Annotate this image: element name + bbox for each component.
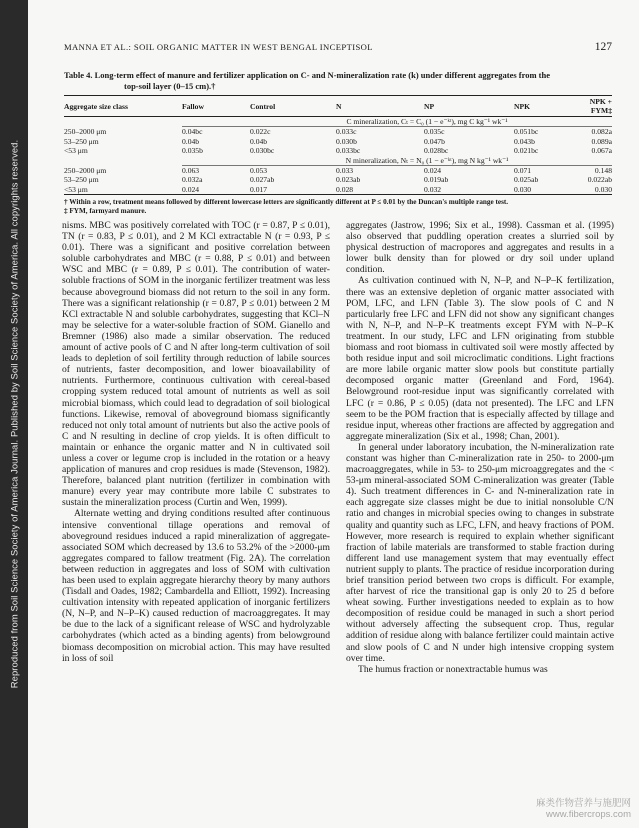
header-npk: NPK [514,96,576,117]
watermark-line-1: 麻类作物营养与施肥网 [535,798,631,809]
table-footnotes [64,198,612,216]
table-cell: 250–2000 μm [64,127,107,137]
table-cell: 0.04bc [182,127,203,137]
running-head-title: MANNA ET AL.: SOIL ORGANIC MATTER IN WEST BENGAL INCEPTISOL [64,42,373,52]
table-cell: 0.148 [594,166,612,176]
table-4 [64,70,612,216]
table-row [64,175,612,184]
table-caption [64,70,612,91]
table-cell: 0.030 [514,185,576,195]
table-caption-tail: top-soil layer (0–15 cm).† [124,80,216,91]
table-cell: 0.035c [424,127,445,137]
table-row [64,137,612,146]
table-cell: 0.024 [182,185,250,195]
table-cell: 0.04b [182,136,200,146]
header-n: N [336,96,424,117]
table-cell: 0.04b [250,136,268,146]
table-cell: 0.033 [336,166,354,176]
table-cell: 0.017 [250,185,336,195]
running-head [64,41,612,53]
table-cell: 0.043b [514,136,535,146]
table-cell: 53–250 μm [64,175,99,185]
header-npk-fym: NPK + FYM‡ [576,96,612,117]
section-c-mineralization: C mineralization, Cₜ = C₀ (1 − e⁻ᵏᵗ), mg C kg⁻¹ wk⁻¹ [182,117,612,127]
header-np: NP [424,96,514,117]
table-cell: 0.027ab [250,175,275,185]
table-cell: 0.022ab [587,175,612,185]
body-column-right [346,220,614,675]
table-cell: 0.025ab [514,175,539,185]
table-cell: 250–2000 μm [64,165,107,175]
watermark-line-2: www.fibercrops.com [546,809,631,820]
site-watermark [536,798,631,820]
section-row-c [64,117,612,127]
table-cell: 0.032 [424,185,514,195]
table-cell: <53 μm [64,146,88,156]
paragraph: In general under laboratory incubation, the N-mineralization rate constant was higher than C-mineralization rate in 250- to 2000-μm macroaggregates, while in 53- to 250-μm microaggregates and the < 53-μm mineral-associated SOM C-mineralization was greater (Table 4). Such treatment differences in C- and N-mineralization rate in each aggregate size classes might be due to initial nonsoluble C/N ratio and changes in microbial species owing to changes in substrate quality and quantity such as LFC, LFN, and heavy fractions of POM. However, more research is required to explain whether significant fraction of labile materials are transformed to stable fraction during different land use management system that may eventually effect nutrient supply to plants. The practice of residue incorporation during brief transition period between two crops is difficult. For example, after harvest of rice the transitional gap is only 20 to 25 d before wheat sowing. Further investigations needed to explain as to how decomposition of residue could be managed in such a short period without adversely affecting the subsequent crop. Thus, regular addition of residue along with balance fertilizer could maintain active and slow pools of C and N under high intensive cropping system over time. [346,441,614,664]
table-cell: 0.033bc [336,146,361,156]
table-cell: 0.053 [250,166,268,176]
table-cell: 0.035b [182,146,203,156]
table-cell: 0.021bc [514,146,539,156]
table-cell: 0.067a [591,146,612,156]
table-row [64,127,612,137]
table-cell: 0.023ab [336,175,361,185]
table-cell: 0.030bc [250,146,275,156]
page-number: 127 [594,41,612,53]
table-cell: 0.022c [250,127,271,137]
table-cell: 0.051bc [514,127,539,137]
section-n-mineralization: N mineralization, Nₜ = N₀ (1 − e⁻ᵏᵗ), mg N kg⁻¹ wk⁻¹ [182,156,612,166]
table-cell: 53–250 μm [64,136,99,146]
copyright-notice: Reproduced from Soil Science Society of America Journal. Published by Soil Science Society of America. All copyrights reserved. [8,139,20,689]
table-footnote-fym: ‡ FYM, farmyard manure. [64,207,147,216]
header-fallow: Fallow [182,96,250,117]
body-column-left [62,220,330,664]
table-row [64,166,612,176]
table-cell: 0.028bc [424,146,449,156]
table-cell: 0.019ab [424,175,449,185]
table-header-row [64,96,612,117]
paragraph: nisms. MBC was positively correlated with TOC (r = 0.87, P ≤ 0.01), TN (r = 0.83, P ≤ 0.01), and 2 M KCl extractable N (r = 0.93, P ≤ 0.01). There was a significant and positive correlation between soluble carbohydrates and MBC (r = 0.88, P ≤ 0.01) and between WSC and MBC (r = 0.89, P ≤ 0.01). The contribution of water-soluble fractions of SOM in the inorganic fertilizer treatment was less because aboveground biomass did not return to the soil in any form. There was a significant relationship (r = 0.87, P ≤ 0.01) between 2 M KCl extractable N and soluble carbohydrates, suggesting that KCl–N may be selective for a water-soluble fraction of SOM. Gianello and Bremner (1986) also made a similar observation. The reduced amount of active pools of C and N after long-term cultivation of soil leads to depletion of soil fertility through reduction of labile sources of nutrients, faster decomposition, and lower bioavailability of nutrients. Furthermore, continuous cultivation with cereal-based cropping system reduced total amount of nutrients as well as soil microbial biomass, which could lead to degradation of soil biological functions. Likewise, removal of aboveground biomass significantly reduced not only total amount of nutrients but also the active pools of C and N resulting in decline of crop yields. It is often difficult to maintain or enhance the organic matter and N in cultivated soil unless a cover or legume crop is included in the rotation or a heavy application of manures and crop residues is made (Stevenson, 1982). Therefore, balanced plant nutrition (fertilizer in combination with manure) every year may contribute more labile C substrates to sustain the mineralization process (Curtin and Wen, 1999). [62,220,330,509]
header-aggregate-size: Aggregate size class [64,96,182,117]
paragraph: The humus fraction or nonextractable humus was [358,663,548,675]
table-cell: 0.028 [336,185,424,195]
table-cell: 0.024 [424,166,442,176]
table-cell: 0.089a [591,136,612,146]
section-row-n [64,156,612,166]
table-cell: 0.071 [514,166,532,176]
table-cell: 0.033c [336,127,357,137]
table-cell: <53 μm [64,185,182,195]
table-row [64,146,612,155]
table-cell: 0.032a [182,175,203,185]
table-cell: 0.030b [336,136,357,146]
table-footnote-significance: † Within a row, treatment means followed by different lowercase letters are significantly different at P ≤ 0.01 by the Duncan's multiple range test. [64,198,509,207]
table-caption-lead: Table 4. Long-term effect of manure and fertilizer application on C- and N-mineralization rate (k) under different aggregates from the [64,70,551,80]
table-cell: 0.082a [591,127,612,137]
mineralization-table [64,95,612,195]
table-row [64,185,612,195]
table-cell: 0.063 [182,166,200,176]
table-cell: 0.030 [576,185,612,195]
copyright-strip [0,0,28,828]
paragraph: As cultivation continued with N, N–P, and N–P–K fertilization, there was an extensive depletion of organic matter associated with POM, LFC, and LFN (Table 3). The slow pools of C and N particularly free LFC and LFN did not show any significant changes with N, N–P, and N–P–K treatments except FYM with N–P–K treatment. In our study, LFC and LFN originating from stubble biomass and root biomass in cultivated soil were mostly affected by both residue input and soil microclimatic conditions. Light fractions are more labile organic matter slow pools but constitute partially decomposed organic matter (Greenland and Ford, 1964). Belowground root-residue input was significantly correlated with LFC (r = 0.86, P ≤ 0.05) (data not presented). The LFC and LFN seem to be the POM fraction that is especially affected by tillage and residue input, whereas other fractions are affected by aggregation and aggregate mineralization (Six et al., 1998; Chan, 2001). [346,275,614,442]
table-cell: 0.047b [424,136,445,146]
header-control: Control [250,96,336,117]
paragraph: Alternate wetting and drying conditions resulted after continuous intensive conventional tillage operations and removal of aboveground residues induced a rapid mineralization of aggregate-associated SOM which decreased by 13.6 to 53.2% of the >2000-μm aggregates compared to fallow treatment (Fig. 2A). The correlation between reduction in aggregates and loss of SOM with cultivation has been used to explain aggregate hierarchy theory by many authors (Tisdall and Oades, 1982; Cambardella and Elliott, 1992). Increasing cultivation intensity with repeated application of inorganic fertilizers (N, N–P, and N–P–K) caused reduction of macroaggregates. It may be due to the lack of a significant release of WSC and hydrolyzable carbohydrates (which acted as a binding agents) from belowground biomass decomposition on microbial action. This may have resulted in loss of soil [62,508,330,664]
paragraph: aggregates (Jastrow, 1996; Six et al., 1998). Cassman et al. (1995) also observed that puddling operation creates a slurried soil by physical destruction of macropores and aggregates and results in a lower bulk density than for plowed or dry soil under upland condition. [346,220,614,276]
